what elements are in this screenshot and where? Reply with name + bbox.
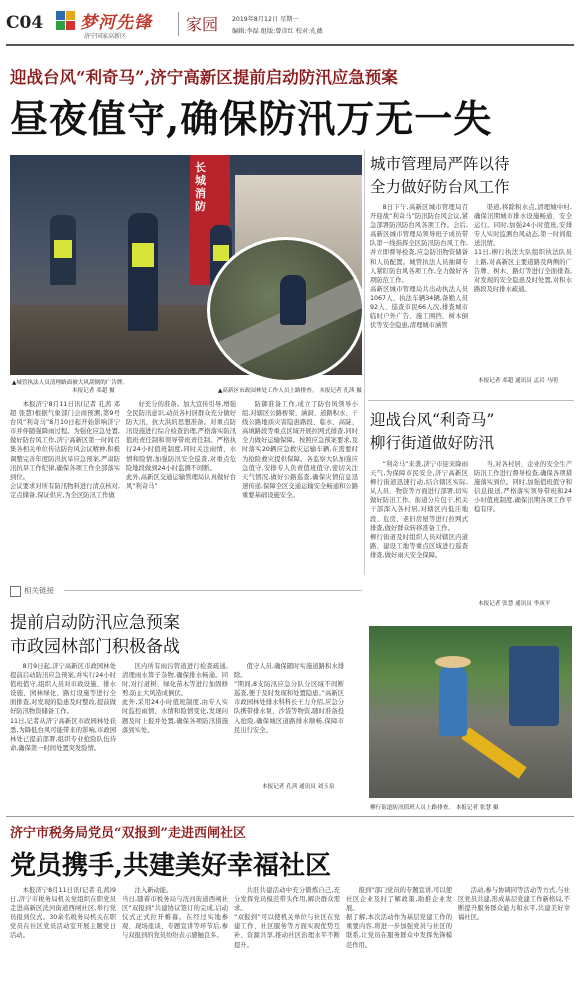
street-caption-credit: 本报记者 张慧 摄 <box>455 805 499 811</box>
story4-column-c <box>234 662 344 780</box>
story5-col-e-text: 活动,参与协调同等活动等方式,与社区党员共建,形成基层党建工作新格局,不断提升服务群众能力和水平,共建美好幸福社区。 <box>458 887 570 922</box>
lead-column-1 <box>10 400 120 570</box>
related-link-label: 相关链接 <box>24 586 54 595</box>
story4-column-a <box>10 662 116 792</box>
masthead-subtitle: 济宁国家高新区 <box>84 33 127 40</box>
story3-headline-2: 柳行街道做好防汛 <box>370 434 495 452</box>
related-link-icon <box>10 586 21 597</box>
lead-kicker: 迎战台风“利奇马”,济宁高新区提前启动防汛应急预案 <box>10 68 398 87</box>
masthead-logo-icon <box>56 11 76 31</box>
story2-column-a <box>370 203 468 395</box>
story2-headline-2: 全力做好防台风工作 <box>370 178 510 196</box>
story4-headline-2: 市政园林部门积极备战 <box>10 637 180 657</box>
lead-photo-caption-text: ▲城管执法人员清理路面被大风刮倒的广告牌。 <box>12 380 129 386</box>
lead-headline: 昼夜值守,确保防汛万无一失 <box>10 96 493 141</box>
inset-caption-credit: 本报记者 孔茜 摄 <box>319 388 362 394</box>
story3-column-a <box>370 460 468 618</box>
story2-headline-1: 城市管理局严阵以待 <box>370 155 510 173</box>
story4-col-c-text: 值守人员,确保随时实施道路积水排除。 “期间,8支防汛应急分队分区域不间断巡查,便于及时发现和处置隐患。”高新区市政园林处排水科科长王力介绍,应急分队携带排水泵、沙袋等物资,随时准备投入抢险,确保城区道路排水顺畅,保障市民出行安全。 <box>234 663 344 734</box>
editor-line: 编辑:李磊 组版:曾彦红 校对:孔薇 <box>232 28 323 35</box>
story3-col-b-text: 当,对各村居、企业的安全生产防汛工作进行督导检查,确保各项措施落实到位。同时,加强值班值守和信息报送,严格落实领导带班和24小时值班制度,确保汛期各项工作平稳有序。 <box>474 461 572 514</box>
section-name: 家园 <box>186 15 219 34</box>
story2-column-b <box>474 203 572 375</box>
story3-credit: 本报记者 张慧 通讯员 李庚平 <box>478 601 551 607</box>
story4-credit: 本报记者 孔茜 通讯员 刘玉泉 <box>262 784 335 790</box>
page-number: C04 <box>6 13 44 33</box>
lead-col2-text: 好充分的准备。加大宣传引导,增强全民防汛意识,动员各村居群众充分做好防大汛、抗大洪的思想准备。对重点防汛设施进行综合检查治理,严格落实防汛值班责任制和领导带班责任制。严格执行24小时值班制度,同时关注雨情、水情和险情,加强防汛安全巡查,对重点危险地段做到24小时监测不间断。 此外,高新区交通运输管理局认真做好台风“利奇马” <box>126 401 236 490</box>
inset-photo-caption <box>218 386 362 394</box>
story5-column-a <box>10 886 116 991</box>
story5-kicker: 济宁市税务局党员“双报到”走进西闸社区 <box>10 826 246 841</box>
story4-col-b-text: 区内所有雨污管道进行检查疏通,清理雨水箅子杂物,确保排水畅通。同时,对行道树、绿化苗木等进行加固修剪,防止大风造成倒伏。 此外,采用24小时值班制度,由专人实时监控雨情、水情和险情变化,发现问题及时上报并处置,确保各项防汛措施落到实处。 <box>122 663 228 734</box>
story5-column-b <box>122 886 228 991</box>
lead-photo-caption <box>12 378 128 394</box>
story5-column-e <box>458 886 570 991</box>
story3-col-a-text: “利奇马”来袭,济宁市迎来降雨天气,为保障市民安全,济宁高新区柳行街道迅速行动,结合辖区实际,从人员、物资等方面进行部署,切实做好防汛工作。街道分片包干,机关干部深入各村居,对辖区内低洼地段、危房、老旧房屋等进行拉网式排查,做好群众转移准备工作。 柳行街道及时组织人员对辖区内道路、建设工地等重点区域进行巡查排查,做好雨天安全保障。 <box>370 461 468 559</box>
street-caption-text: 柳行街道防汛值班人员上路排查。 <box>370 805 454 811</box>
date-line: 2019年8月12日 星期一 <box>232 16 299 23</box>
story2-col-b-text: 渠道,移除积水点,清理城中村,确保汛期城市排水设施畅通、安全运行。同时,加强24小时值班,安排专人实时监测台风动态,第一时间报送汛情。 11日,柳行执法大队组织执法队员上路,对高新区主要道路及两侧的广告牌、树木、路灯等进行全面排查,对发现的安全隐患及时处置,对积水路段及时排水疏通。 <box>474 204 572 293</box>
story3-headline-1: 迎战台风“利奇马” <box>370 411 495 429</box>
story4-headline-1: 提前启动防汛应急预案 <box>10 613 180 633</box>
story2-credit: 本报记者 邓超 通讯员 孟岩 马明 <box>478 378 558 384</box>
story5-col-a-text: 本报济宁8月11日讯(记者 孔茜)9日,济宁市税务局机关党组织在职党员走进高新区洸河街道西闸社区,举行党员报到仪式。30余名税务局机关在职党员在社区党员活动室开展主题党日活动。 <box>10 887 116 940</box>
street-photo-caption <box>370 803 498 811</box>
lead-column-3 <box>242 400 358 570</box>
story5-column-c <box>234 886 340 991</box>
masthead-divider <box>178 12 179 36</box>
story5-headline: 党员携手,共建美好幸福社区 <box>10 851 332 881</box>
banner-text: 长城消防 <box>195 161 206 213</box>
lead-column-2 <box>126 400 236 570</box>
story4-column-b <box>122 662 228 792</box>
story5-column-d <box>346 886 452 991</box>
masthead-title: 梦河先锋 <box>80 13 152 33</box>
story5-col-d-text: 报到”部门党员的专题宣讲,可以使社区企业及时了解政策,助推企业发展。 据了解,本次活动作为基层党建工作的重要内容,将进一步加强党员与社区的联系,让党员在服务群众中发挥先锋模范作用。 <box>346 887 452 949</box>
column-divider <box>364 150 365 575</box>
inset-caption-text: ▲高新区市政园林处工作人员上路排查。 <box>218 388 318 394</box>
related-link-bar <box>10 584 362 597</box>
header-rule <box>6 44 574 46</box>
story4-col-a-text: 8月9日起,济宁高新区市政园林处提前启动防汛应急预案,并实行24小时值班值守,组织人员对市政设施、排水设施、园林绿化、路灯设施等进行全面排查,对发现的隐患及时整改,提前做好防汛物资储备工作。 11日,记者从济宁高新区市政园林处获悉,为降低台风可能带来的影响,市政园林处已提前部署,组织专业抢险队伍待命,确保第一时间处置突发险情。 <box>10 663 116 752</box>
story3-column-b <box>474 460 572 598</box>
lead-col3-text: 防御准备工作,成立了防台风领导小组,对辖区公路桥梁、涵洞、道路积水、干线公路地质灾害隐患路段、临水、高陡、高填路段等重点区域开展拉网式排查,同时全力做好运输保障。按照应急预案要求,及时落实20辆应急救灾运输车辆,在需要时为抢险救灾提供保障。各监察大队加强应急值守,安排专人负责值班值守,密切关注天气情况,做好公路巡查,确保灾情信息迅速传递,保障全区交通运输安全畅通和公路重要基础设施安全。 <box>242 401 358 499</box>
story5-col-b-text: 注入新动能。 当日,随着市税务局与洸河街道西闸社区“双报到”共建协议签订的完成,启动仪式正式拉开帷幕。在经过实地参观、现场座谈、专题宣讲等环节后,参与双报到的党员纷纷表示感触良多。 <box>122 887 228 940</box>
inset-photo <box>207 237 365 383</box>
lead-photo-credit: 本报记者 邓超 摄 <box>72 388 115 394</box>
story2-bottom-rule <box>368 400 574 401</box>
story2-col-a-text: 8日下午,高新区城市管理局召开迎战“利奇马”防汛防台风会议,紧急部署防汛防台风各项工作。会后,高新区城市管理局领导班子成员带队第一线指挥全区防汛防台风工作,并立即督导检查,应急防汛物资储备和人员配置。城管执法人员抽调专人紧盯防台风各项工作,全力做好各项防范工作。 高新区城市管理局共出动执法人员1067人、执法车辆34辆,备勤人员92人、巡查市民66人次,排查城市临时户外广告、施工围挡、树木倒伏等安全隐患,清理城市涵管 <box>370 204 468 330</box>
street-photo <box>369 626 572 798</box>
story5-col-c-text: 共驻共建活动中充分锻炼自己,充分发挥党员模范带头作用,解决群众需求。 “双报到”可以使机关单位与社区在党建工作、社区服务等方面实现优势互补、资源共享,推动社区治理水平不断提升。 <box>234 887 340 949</box>
lower-section-rule <box>6 816 574 817</box>
lead-col1-text: 本报济宁8月11日讯(记者 孔茜 邓超 张慧)根据气象部门会商预测,第9号台风“利奇马”8月10日起开始影响济宁市并伴随强降雨过程。为强化应急处置,做好防台风工作,济宁高新区第一时间召集各相关单位传达防台风会议精神,积极调整完善年度防汛抗旱应急预案,严肃防汛抗旱工作纪律,确保各项工作全部落实到位。 会议要求对所有防汛物料进行清点核对,定点储备,保证供应,为全区防汛工作做 <box>10 401 120 499</box>
